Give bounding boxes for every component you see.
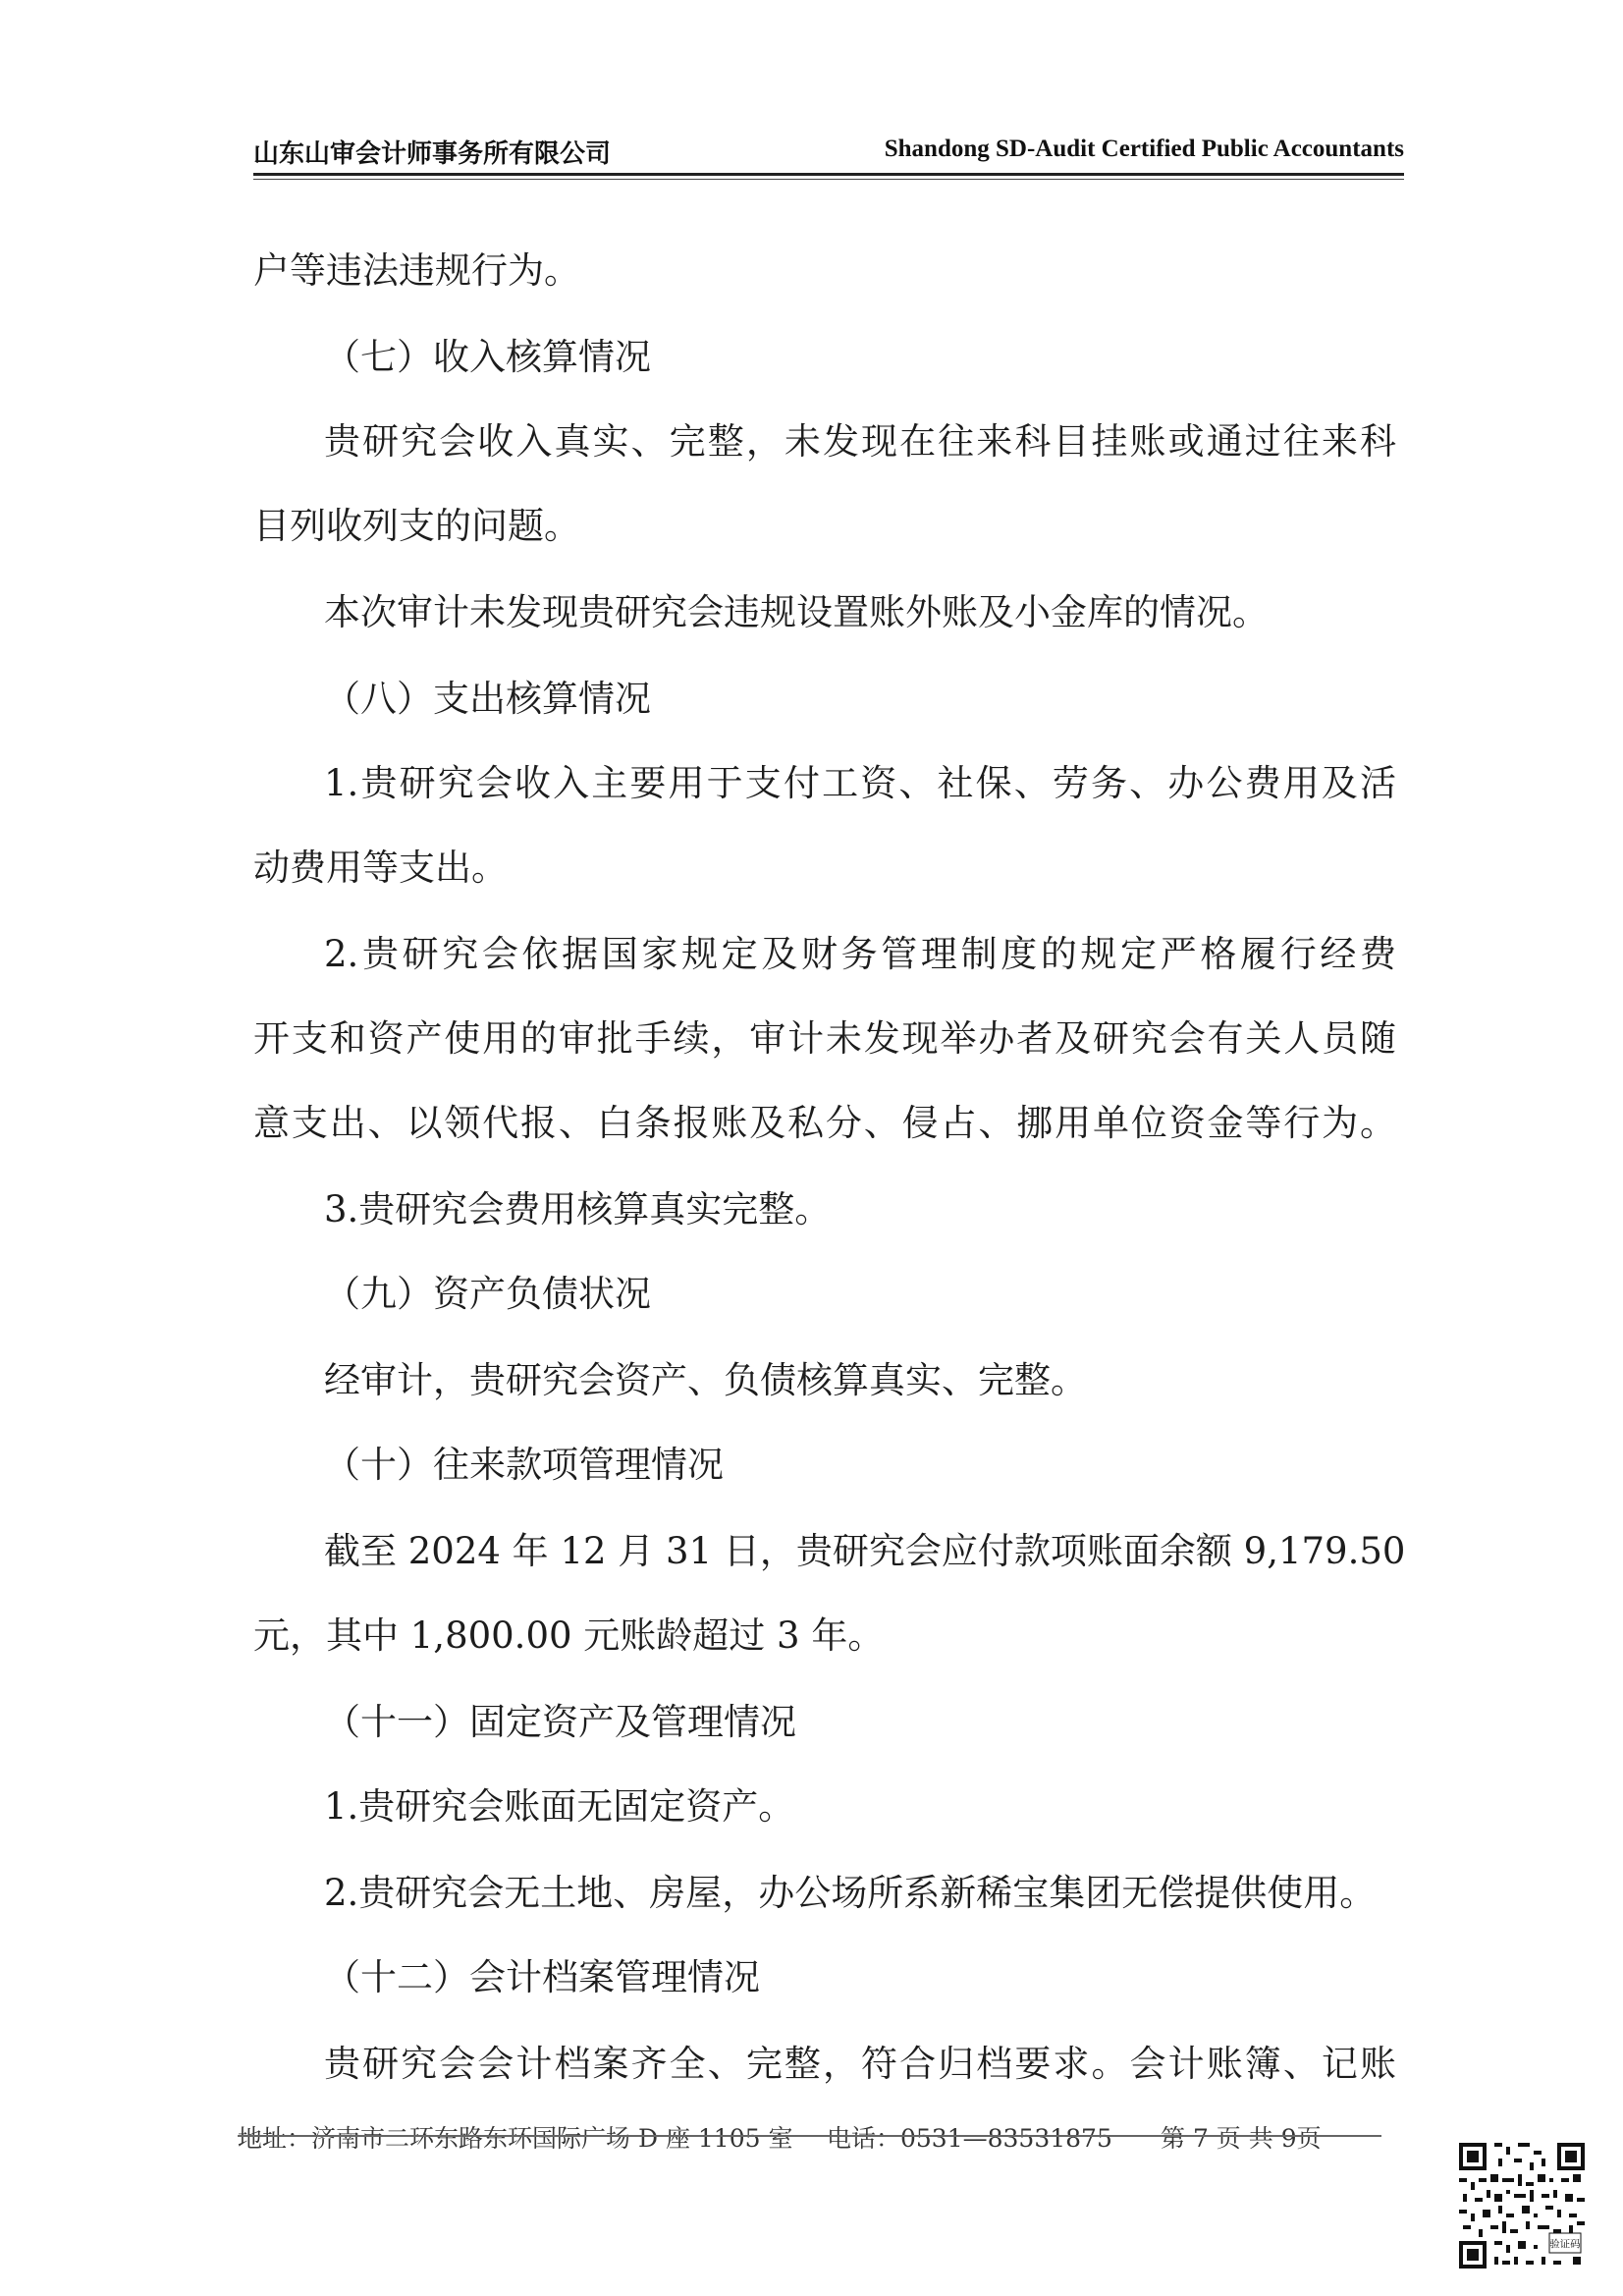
paragraph-line: 元，其中 1,800.00 元账龄超过 3 年。 [253, 1614, 885, 1657]
footer [238, 2119, 1377, 2159]
qr-label: 验证码 [1549, 2238, 1581, 2251]
paragraph-line: 3.贵研究会费用核算真实完整。 [324, 1188, 832, 1230]
firm-name-chinese: 山东山审会计师事务所有限公司 [253, 139, 612, 169]
section-heading-assets-liabilities: （九）资产负债状况 [324, 1273, 651, 1315]
section-heading-fixed-assets: （十一）固定资产及管理情况 [324, 1701, 796, 1743]
section-heading-accounting-archives: （十二）会计档案管理情况 [324, 1956, 760, 1998]
footer-phone: 电话：0531—83531875 [827, 2124, 1112, 2153]
paragraph-line: 1.贵研究会账面无固定资产。 [324, 1785, 795, 1828]
paragraph-line: 意支出、以领代报、白条报账及私分、侵占、挪用单位资金等行为。 [253, 1102, 1396, 1144]
verification-qr-code-icon [1455, 2139, 1589, 2272]
paragraph-line: 截至 2024 年 12 月 31 日，贵研究会应付款项账面余额 9,179.50 [324, 1530, 1406, 1572]
paragraph-line: 贵研究会会计档案齐全、完整，符合归档要求。会计账簿、记账 [324, 2043, 1396, 2085]
paragraph-line: 户等违法违规行为。 [253, 249, 580, 292]
paragraph-line: 目列收列支的问题。 [253, 505, 580, 547]
footer-address: 地址：济南市二环东路东环国际广场 D 座 1105 室 [238, 2124, 793, 2153]
paragraph-line: 1.贵研究会收入主要用于支付工资、社保、劳务、办公费用及活 [324, 762, 1396, 804]
footer-rule [238, 2135, 1381, 2137]
paragraph-line: 经审计，贵研究会资产、负债核算真实、完整。 [324, 1359, 1087, 1401]
paragraph-line: 本次审计未发现贵研究会违规设置账外账及小金库的情况。 [324, 591, 1269, 633]
section-heading-receivables-payables: （十）往来款项管理情况 [324, 1444, 724, 1486]
paragraph-line: 2.贵研究会无土地、房屋，办公场所系新稀宝集团无偿提供使用。 [324, 1872, 1377, 1914]
section-heading-income: （七）收入核算情况 [324, 336, 651, 378]
paragraph-line: 2.贵研究会依据国家规定及财务管理制度的规定严格履行经费 [324, 933, 1396, 975]
page-number: 第 7 页 共 9页 [1161, 2124, 1322, 2153]
section-heading-expenditure: （八）支出核算情况 [324, 678, 651, 720]
paragraph-line: 贵研究会收入真实、完整，未发现在往来科目挂账或通过往来科 [324, 420, 1396, 463]
header-rule-thick [253, 173, 1404, 176]
firm-name-english: Shandong SD-Audit Certified Public Accountants [884, 136, 1404, 162]
header-rule-thin [253, 179, 1404, 180]
paragraph-line: 动费用等支出。 [253, 847, 508, 889]
paragraph-line: 开支和资产使用的审批手续，审计未发现举办者及研究会有关人员随 [253, 1017, 1396, 1060]
